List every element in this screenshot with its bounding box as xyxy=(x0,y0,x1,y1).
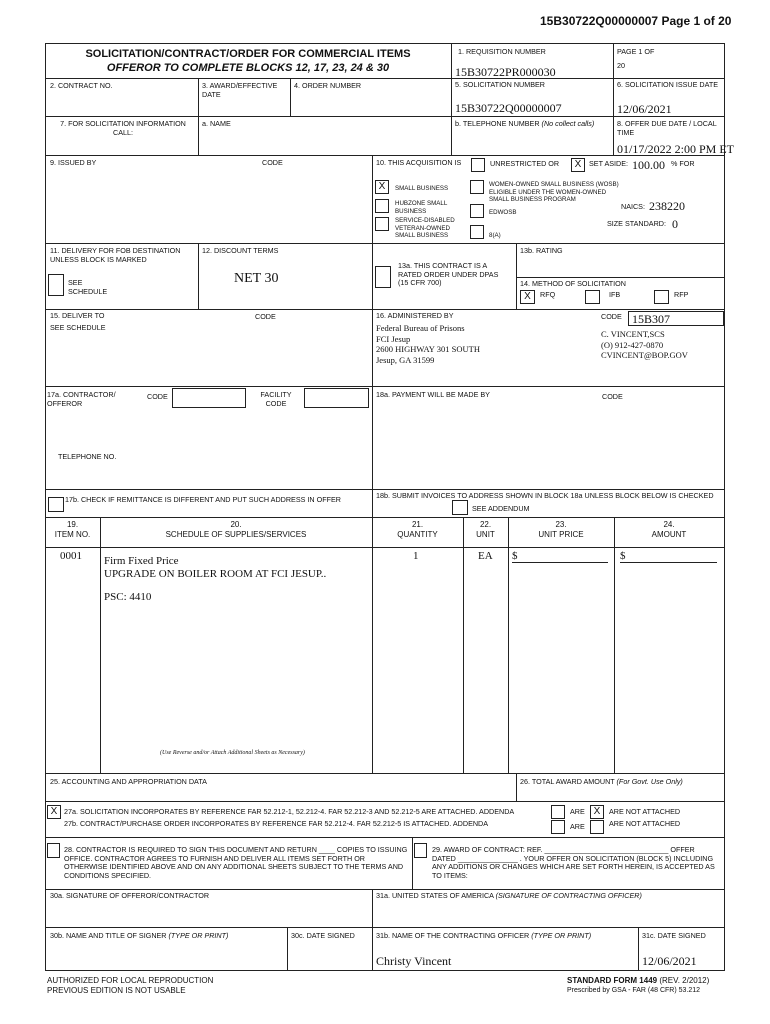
27a-are-checkbox[interactable] xyxy=(551,805,565,819)
set-aside-percent: 100.00 xyxy=(632,158,665,172)
administered-by-address: Federal Bureau of Prisons FCI Jesup 2600 HIGHWAY 301 SOUTH Jesup, GA 31599 xyxy=(376,323,480,365)
col-unit-price: 23. UNIT PRICE xyxy=(538,520,584,539)
offer-due-date: 01/17/2022 2:00 PM ET xyxy=(617,142,735,156)
item-unit: EA xyxy=(478,550,493,562)
set-aside-label: SET ASIDE: xyxy=(589,159,629,168)
b17b-label: 17b. CHECK IF REMITTANCE IS DIFFERENT AND PUT SUCH ADDRESS IN OFFER xyxy=(65,495,341,504)
b15-code-label: CODE xyxy=(255,312,276,321)
27a-are-label: ARE xyxy=(570,807,585,816)
issue-date: 12/06/2021 xyxy=(617,102,672,116)
col-quantity: 21. QUANTITY xyxy=(397,520,438,539)
addendum-checkbox[interactable] xyxy=(452,500,468,515)
telephone-label: TELEPHONE NO. xyxy=(58,452,117,461)
b27b-label: 27b. CONTRACT/PURCHASE ORDER INCORPORATES BY REFERENCE FAR 52.212-4. FAR 52.212-5 IS ATTACHED. ADDENDA xyxy=(64,819,489,828)
8a-label: 8(A) xyxy=(489,232,501,239)
b10-label: 10. THIS ACQUISITION IS xyxy=(376,158,462,167)
col-item-no: 19. ITEM NO. xyxy=(54,520,91,539)
hubzone-label: HUBZONE SMALL BUSINESS xyxy=(395,200,448,215)
rfp-checkbox[interactable] xyxy=(654,290,669,304)
b13b-label: 13b. RATING xyxy=(520,246,563,255)
amount-field[interactable]: $ xyxy=(620,550,717,563)
small-business-label: SMALL BUSINESS xyxy=(395,185,449,192)
b15-label: 15. DELIVER TO xyxy=(50,311,105,320)
edwosb-label: EDWOSB xyxy=(489,209,517,216)
b30a-label: 30a. SIGNATURE OF OFFEROR/CONTRACTOR xyxy=(50,891,210,900)
ifb-checkbox[interactable] xyxy=(585,290,600,304)
page-label: PAGE 1 OF xyxy=(617,47,655,56)
pct-for-label: % FOR xyxy=(671,159,695,168)
sdvosb-checkbox[interactable] xyxy=(375,217,389,231)
27b-are-checkbox[interactable] xyxy=(551,820,565,834)
b12-label: 12. DISCOUNT TERMS xyxy=(202,246,279,255)
item-quantity: 1 xyxy=(413,550,419,562)
col-amount: 24. AMOUNT xyxy=(651,520,687,539)
prescribed-by: Prescribed by GSA - FAR (48 CFR) 53.212 xyxy=(567,987,701,994)
form-subtitle: OFFEROR TO COMPLETE BLOCKS 12, 17, 23, 24 & 30 xyxy=(106,62,390,74)
set-aside-checkbox[interactable]: X xyxy=(571,158,585,172)
b7b-label: b. TELEPHONE NUMBER (No collect calls) xyxy=(455,119,595,128)
b2-label: 2. CONTRACT NO. xyxy=(50,81,113,90)
b17a-label: 17a. CONTRACTOR/ OFFEROR xyxy=(47,390,116,408)
unit-price-field[interactable]: $ xyxy=(512,550,608,563)
facility-code-box[interactable] xyxy=(304,388,369,408)
b7-label: 7. FOR SOLICITATION INFORMATION CALL: xyxy=(60,119,186,137)
page-count: 20 xyxy=(617,61,625,70)
rfq-checkbox[interactable]: X xyxy=(520,290,535,304)
b18a-label: 18a. PAYMENT WILL BE MADE BY xyxy=(376,390,490,399)
item-description: Firm Fixed Price UPGRADE ON BOILER ROOM AT FCI JESUP.. PSC: 4410 xyxy=(104,555,327,603)
remittance-checkbox[interactable] xyxy=(48,497,64,512)
b7a-label: a. NAME xyxy=(202,119,231,128)
8a-checkbox[interactable] xyxy=(470,225,484,239)
wosb-checkbox[interactable] xyxy=(470,180,484,194)
b18b-label: 18b. SUBMIT INVOICES TO ADDRESS SHOWN IN BLOCK 18a UNLESS BLOCK BELOW IS CHECKED xyxy=(376,491,714,500)
see-schedule-checkbox[interactable] xyxy=(48,274,64,296)
27b-are-not-checkbox[interactable] xyxy=(590,820,604,834)
b16-label: 16. ADMINISTERED BY xyxy=(376,311,454,320)
b28-text: 28. CONTRACTOR IS REQUIRED TO SIGN THIS DOCUMENT AND RETURN ____ COPIES TO ISSUING OFFICE. CONTRACTOR AGREES TO FURNISH AND DELIVER ALL ITEMS SET FORTH OR OTHERWISE IDENTIFIED ABOVE AND ON ANY ADDITIONAL SHEETS SUBJECT TO THE TERMS AND CONDITIONS SPECIFIED. xyxy=(64,845,408,880)
requisition-number: 15B30722PR000030 xyxy=(455,65,556,79)
solicitation-number: 15B30722Q00000007 xyxy=(455,101,562,115)
rfp-label: RFP xyxy=(674,290,689,299)
contractor-code-box[interactable] xyxy=(172,388,246,408)
item-number: 0001 xyxy=(60,550,82,562)
b4-label: 4. ORDER NUMBER xyxy=(294,81,362,90)
wosb-label: WOMEN-OWNED SMALL BUSINESS (WOSB) ELIGIBLE UNDER THE WOMEN-OWNED SMALL BUSINESS PROGRAM xyxy=(489,181,619,203)
unrestricted-checkbox[interactable] xyxy=(471,158,485,172)
co-date-signed: 12/06/2021 xyxy=(642,954,697,968)
rfq-label: RFQ xyxy=(540,290,556,299)
b16-code: 15B307 xyxy=(628,311,724,326)
document-number: 15B30722Q00000007 Page 1 of 20 xyxy=(540,14,732,28)
27a-are-not-label: ARE NOT ATTACHED xyxy=(609,807,681,816)
b31b-label: 31b. NAME OF THE CONTRACTING OFFICER (TYPE OR PRINT) xyxy=(376,931,592,940)
b30c-label: 30c. DATE SIGNED xyxy=(291,931,355,940)
naics-label: NAICS: xyxy=(621,202,645,211)
b30b-label: 30b. NAME AND TITLE OF SIGNER (TYPE OR PRINT) xyxy=(50,931,229,940)
b9-code-label: CODE xyxy=(262,158,283,167)
dpas-checkbox[interactable] xyxy=(375,266,391,288)
28-checkbox[interactable] xyxy=(47,843,60,858)
b14-label: 14. METHOD OF SOLICITATION xyxy=(520,279,626,288)
b29-text: 29. AWARD OF CONTRACT: REF. _______________________________ OFFER DATED _______________ . YOUR OFFER ON SOLICITATION (BLOCK 5) INCLUDING ANY ADDITIONS OR CHANGES WHICH ARE SET FORTH HEREIN, IS ACCEPTED AS TO ITEMS: xyxy=(432,845,715,880)
ifb-label: IFB xyxy=(609,290,621,299)
b8-label: 8. OFFER DUE DATE / LOCAL TIME xyxy=(617,119,717,137)
b6-label: 6. SOLICITATION ISSUE DATE xyxy=(617,80,719,89)
unrestricted-label: UNRESTRICTED OR xyxy=(490,159,560,168)
small-business-checkbox[interactable]: X xyxy=(375,180,389,194)
contracting-officer-name: Christy Vincent xyxy=(376,954,452,968)
hubzone-checkbox[interactable] xyxy=(375,199,389,213)
27a-checkbox[interactable]: X xyxy=(47,805,61,819)
b18a-code-label: CODE xyxy=(602,392,623,401)
form-title: SOLICITATION/CONTRACT/ORDER FOR COMMERCIAL ITEMS xyxy=(85,48,411,60)
b31c-label: 31c. DATE SIGNED xyxy=(642,931,706,940)
b27a-label: 27a. SOLICITATION INCORPORATES BY REFERENCE FAR 52.212-1, 52.212-4. FAR 52.212-3 AND 52.212-5 ARE ATTACHED. ADDENDA xyxy=(64,807,515,816)
discount-terms: NET 30 xyxy=(234,271,279,286)
b13a-label: 13a. THIS CONTRACT IS A RATED ORDER UNDER DPAS (15 CFR 700) xyxy=(398,261,499,288)
27b-are-not-label: ARE NOT ATTACHED xyxy=(609,819,681,828)
b11-label: 11. DELIVERY FOR FOB DESTINATION UNLESS BLOCK IS MARKED xyxy=(50,246,181,264)
27b-are-label: ARE xyxy=(570,822,585,831)
b9-label: 9. ISSUED BY xyxy=(50,158,97,167)
b16-code-label: CODE xyxy=(601,312,622,321)
size-standard-label: SIZE STANDARD: xyxy=(607,219,666,228)
col-schedule: 20. SCHEDULE OF SUPPLIES/SERVICES xyxy=(165,520,307,539)
27a-are-not-checkbox[interactable]: X xyxy=(590,805,604,819)
b26-label: 26. TOTAL AWARD AMOUNT (For Govt. Use Only) xyxy=(520,777,683,786)
size-standard: 0 xyxy=(672,217,678,231)
b17a-code-label: CODE xyxy=(147,392,168,401)
see-addendum-label: SEE ADDENDUM xyxy=(472,504,530,513)
form-number: STANDARD FORM 1449 (REV. 2/2012) xyxy=(567,976,710,985)
b31a-label: 31a. UNITED STATES OF AMERICA (SIGNATURE OF CONTRACTING OFFICER) xyxy=(376,891,642,900)
29-checkbox[interactable] xyxy=(414,843,427,858)
deliver-to: SEE SCHEDULE xyxy=(50,323,106,332)
administered-by-contact: C. VINCENT,SCS (O) 912-427-0870 CVINCENT@BOP.GOV xyxy=(601,329,688,360)
reverse-note: (Use Reverse and/or Attach Additional Sheets as Necessary) xyxy=(160,750,305,756)
b25-label: 25. ACCOUNTING AND APPROPRIATION DATA xyxy=(50,777,207,786)
col-unit: 22. UNIT xyxy=(476,520,495,539)
b3-label: 3. AWARD/EFFECTIVE DATE xyxy=(202,81,278,99)
edwosb-checkbox[interactable] xyxy=(470,204,484,218)
see-schedule-label: SEE SCHEDULE xyxy=(68,278,108,296)
b1-label: 1. REQUISITION NUMBER xyxy=(458,47,546,56)
facility-code-label: FACILITY CODE xyxy=(260,390,292,408)
sdvosb-label: SERVICE-DISABLED VETERAN-OWNED SMALL BUSINESS xyxy=(395,217,455,239)
footer-left: AUTHORIZED FOR LOCAL REPRODUCTION PREVIOUS EDITION IS NOT USABLE xyxy=(47,976,214,995)
naics-code: 238220 xyxy=(649,199,685,213)
b5-label: 5. SOLICITATION NUMBER xyxy=(455,80,545,89)
